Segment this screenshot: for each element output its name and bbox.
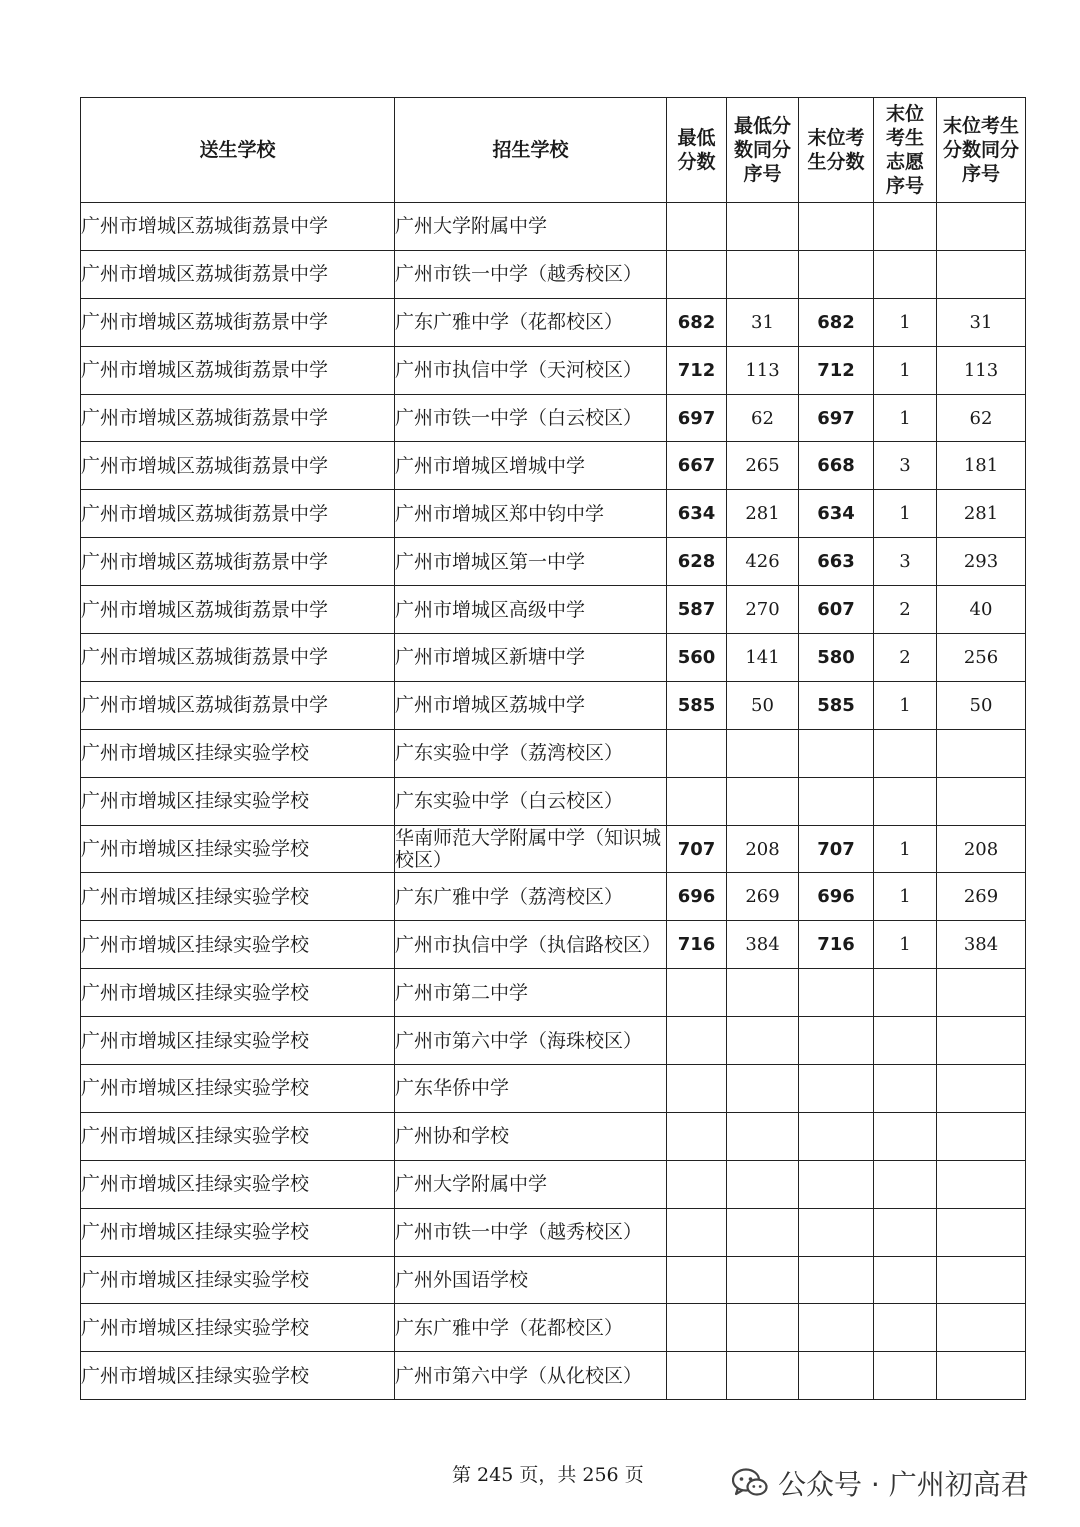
cell-sender-school: 广州市增城区挂绿实验学校 <box>81 1065 395 1113</box>
cell-sender-school: 广州市增城区挂绿实验学校 <box>81 1304 395 1352</box>
cell-min-score-rank <box>727 729 799 777</box>
table-row <box>81 586 1026 634</box>
cell-last-rank <box>937 1208 1026 1256</box>
table-row <box>81 777 1026 825</box>
cell-last-rank <box>937 1065 1026 1113</box>
table-row <box>81 825 1026 873</box>
cell-last-rank: 269 <box>937 873 1026 921</box>
table-row <box>81 873 1026 921</box>
cell-admitting-school: 广东广雅中学（荔湾校区） <box>395 873 667 921</box>
header-last-score: 末位考 生分数 <box>799 98 874 203</box>
header-min-score-rank: 最低分 数同分 序号 <box>727 98 799 203</box>
cell-min-score: 682 <box>667 298 727 346</box>
cell-min-score-rank: 426 <box>727 538 799 586</box>
cell-last-score <box>799 250 874 298</box>
header-last-rank: 末位考生 分数同分 序号 <box>937 98 1026 203</box>
cell-min-score-rank: 50 <box>727 681 799 729</box>
table-row <box>81 442 1026 490</box>
cell-sender-school: 广州市增城区荔城街荔景中学 <box>81 586 395 634</box>
header-last-choice: 末位 考生 志愿 序号 <box>874 98 937 203</box>
cell-admitting-school: 广州市铁一中学（白云校区） <box>395 394 667 442</box>
table-row <box>81 681 1026 729</box>
cell-last-score: 668 <box>799 442 874 490</box>
table-body <box>81 203 1026 1400</box>
cell-last-choice <box>874 1017 937 1065</box>
cell-min-score: 696 <box>667 873 727 921</box>
cell-min-score-rank <box>727 969 799 1017</box>
cell-min-score-rank <box>727 1256 799 1304</box>
cell-last-score <box>799 203 874 251</box>
cell-last-choice <box>874 969 937 1017</box>
cell-last-rank <box>937 729 1026 777</box>
cell-last-choice <box>874 1208 937 1256</box>
cell-last-score <box>799 1065 874 1113</box>
cell-last-choice <box>874 729 937 777</box>
cell-last-choice: 1 <box>874 298 937 346</box>
cell-sender-school: 广州市增城区挂绿实验学校 <box>81 729 395 777</box>
cell-last-rank: 50 <box>937 681 1026 729</box>
cell-last-choice: 1 <box>874 873 937 921</box>
cell-last-rank: 208 <box>937 825 1026 873</box>
cell-admitting-school: 广州市增城区荔城中学 <box>395 681 667 729</box>
cell-admitting-school: 广州市第二中学 <box>395 969 667 1017</box>
cell-sender-school: 广州市增城区挂绿实验学校 <box>81 969 395 1017</box>
cell-min-score <box>667 1017 727 1065</box>
cell-min-score: 560 <box>667 634 727 682</box>
cell-last-rank <box>937 203 1026 251</box>
cell-admitting-school: 华南师范大学附属中学（知识城校区） <box>395 825 667 873</box>
cell-last-score <box>799 1256 874 1304</box>
cell-admitting-school: 广州市铁一中学（越秀校区） <box>395 1208 667 1256</box>
table-row <box>81 346 1026 394</box>
table-row <box>81 634 1026 682</box>
cell-last-rank <box>937 1352 1026 1400</box>
cell-admitting-school: 广州市增城区郑中钧中学 <box>395 490 667 538</box>
cell-min-score-rank: 269 <box>727 873 799 921</box>
cell-sender-school: 广州市增城区挂绿实验学校 <box>81 825 395 873</box>
cell-min-score <box>667 777 727 825</box>
table-row <box>81 1208 1026 1256</box>
cell-admitting-school: 广州市增城区高级中学 <box>395 586 667 634</box>
cell-last-rank: 181 <box>937 442 1026 490</box>
table-row <box>81 1304 1026 1352</box>
table-row <box>81 1112 1026 1160</box>
cell-sender-school: 广州市增城区挂绿实验学校 <box>81 1160 395 1208</box>
cell-last-score: 580 <box>799 634 874 682</box>
cell-admitting-school: 广州市执信中学（执信路校区） <box>395 921 667 969</box>
table-row <box>81 921 1026 969</box>
cell-last-choice <box>874 250 937 298</box>
cell-last-rank: 62 <box>937 394 1026 442</box>
admission-table <box>80 97 1026 1400</box>
cell-last-choice <box>874 1352 937 1400</box>
cell-last-choice: 1 <box>874 921 937 969</box>
cell-last-choice: 2 <box>874 586 937 634</box>
cell-min-score: 634 <box>667 490 727 538</box>
cell-min-score: 712 <box>667 346 727 394</box>
cell-min-score <box>667 729 727 777</box>
cell-min-score-rank: 208 <box>727 825 799 873</box>
cell-sender-school: 广州市增城区荔城街荔景中学 <box>81 634 395 682</box>
cell-last-choice: 1 <box>874 681 937 729</box>
cell-last-score: 663 <box>799 538 874 586</box>
cell-last-rank: 40 <box>937 586 1026 634</box>
cell-sender-school: 广州市增城区荔城街荔景中学 <box>81 250 395 298</box>
cell-sender-school: 广州市增城区荔城街荔景中学 <box>81 346 395 394</box>
cell-last-rank: 281 <box>937 490 1026 538</box>
table-row <box>81 394 1026 442</box>
cell-min-score <box>667 250 727 298</box>
cell-min-score <box>667 1160 727 1208</box>
table-row <box>81 1065 1026 1113</box>
cell-sender-school: 广州市增城区荔城街荔景中学 <box>81 538 395 586</box>
cell-min-score-rank: 62 <box>727 394 799 442</box>
cell-last-score: 696 <box>799 873 874 921</box>
cell-last-score: 607 <box>799 586 874 634</box>
cell-admitting-school: 广东广雅中学（花都校区） <box>395 298 667 346</box>
cell-min-score: 585 <box>667 681 727 729</box>
cell-min-score-rank <box>727 1304 799 1352</box>
cell-admitting-school: 广州市第六中学（从化校区） <box>395 1352 667 1400</box>
table-row <box>81 1352 1026 1400</box>
cell-min-score-rank <box>727 1065 799 1113</box>
cell-last-score <box>799 777 874 825</box>
cell-min-score: 697 <box>667 394 727 442</box>
cell-min-score-rank <box>727 203 799 251</box>
cell-sender-school: 广州市增城区荔城街荔景中学 <box>81 681 395 729</box>
cell-min-score-rank <box>727 250 799 298</box>
cell-last-rank: 113 <box>937 346 1026 394</box>
cell-min-score-rank <box>727 1208 799 1256</box>
table-row <box>81 729 1026 777</box>
cell-last-score: 585 <box>799 681 874 729</box>
cell-min-score <box>667 203 727 251</box>
cell-sender-school: 广州市增城区荔城街荔景中学 <box>81 442 395 490</box>
page-number: 第 245 页，共 256 页 <box>452 1464 644 1486</box>
cell-admitting-school: 广州市增城区第一中学 <box>395 538 667 586</box>
cell-min-score-rank: 270 <box>727 586 799 634</box>
cell-min-score-rank: 141 <box>727 634 799 682</box>
cell-min-score <box>667 1112 727 1160</box>
cell-last-score <box>799 1160 874 1208</box>
cell-min-score-rank: 384 <box>727 921 799 969</box>
cell-sender-school: 广州市增城区挂绿实验学校 <box>81 777 395 825</box>
cell-last-choice <box>874 777 937 825</box>
cell-last-rank <box>937 777 1026 825</box>
cell-last-score <box>799 1352 874 1400</box>
cell-last-choice <box>874 1256 937 1304</box>
table-row <box>81 538 1026 586</box>
cell-last-rank <box>937 1160 1026 1208</box>
cell-last-score: 716 <box>799 921 874 969</box>
cell-min-score-rank: 281 <box>727 490 799 538</box>
cell-last-score: 634 <box>799 490 874 538</box>
cell-min-score: 628 <box>667 538 727 586</box>
cell-sender-school: 广州市增城区荔城街荔景中学 <box>81 394 395 442</box>
cell-last-rank <box>937 1304 1026 1352</box>
cell-last-score <box>799 1208 874 1256</box>
cell-last-choice <box>874 1112 937 1160</box>
header-min-score: 最低 分数 <box>667 98 727 203</box>
cell-min-score: 707 <box>667 825 727 873</box>
table-row <box>81 1017 1026 1065</box>
cell-last-rank <box>937 1017 1026 1065</box>
cell-admitting-school: 广东华侨中学 <box>395 1065 667 1113</box>
cell-last-rank: 293 <box>937 538 1026 586</box>
cell-sender-school: 广州市增城区挂绿实验学校 <box>81 1112 395 1160</box>
cell-last-choice <box>874 1160 937 1208</box>
watermark <box>732 1463 1029 1503</box>
table-row <box>81 1256 1026 1304</box>
table-row <box>81 490 1026 538</box>
cell-last-score <box>799 1017 874 1065</box>
cell-sender-school: 广州市增城区荔城街荔景中学 <box>81 203 395 251</box>
cell-min-score: 587 <box>667 586 727 634</box>
cell-last-choice: 3 <box>874 538 937 586</box>
table-row <box>81 250 1026 298</box>
cell-min-score <box>667 969 727 1017</box>
cell-last-score <box>799 969 874 1017</box>
cell-sender-school: 广州市增城区挂绿实验学校 <box>81 873 395 921</box>
table-row <box>81 298 1026 346</box>
cell-min-score-rank <box>727 1160 799 1208</box>
cell-last-score: 697 <box>799 394 874 442</box>
cell-min-score <box>667 1256 727 1304</box>
cell-admitting-school: 广州大学附属中学 <box>395 203 667 251</box>
table-row <box>81 969 1026 1017</box>
cell-last-choice: 3 <box>874 442 937 490</box>
cell-admitting-school: 广州市第六中学（海珠校区） <box>395 1017 667 1065</box>
cell-min-score <box>667 1352 727 1400</box>
cell-min-score-rank <box>727 1112 799 1160</box>
cell-last-score: 712 <box>799 346 874 394</box>
watermark-text: 公众号 · 广州初高君 <box>778 1468 1029 1501</box>
cell-last-choice <box>874 1065 937 1113</box>
header-sender-school: 送生学校 <box>81 98 395 203</box>
cell-last-score <box>799 729 874 777</box>
cell-sender-school: 广州市增城区挂绿实验学校 <box>81 1208 395 1256</box>
cell-last-rank: 31 <box>937 298 1026 346</box>
cell-last-choice: 1 <box>874 394 937 442</box>
cell-last-rank <box>937 1112 1026 1160</box>
cell-min-score <box>667 1208 727 1256</box>
cell-admitting-school: 广州外国语学校 <box>395 1256 667 1304</box>
cell-min-score-rank <box>727 1017 799 1065</box>
cell-admitting-school: 广东实验中学（白云校区） <box>395 777 667 825</box>
cell-sender-school: 广州市增城区挂绿实验学校 <box>81 1352 395 1400</box>
header-admitting-school: 招生学校 <box>395 98 667 203</box>
table-row <box>81 203 1026 251</box>
cell-last-choice: 1 <box>874 346 937 394</box>
cell-last-rank <box>937 1256 1026 1304</box>
cell-sender-school: 广州市增城区荔城街荔景中学 <box>81 298 395 346</box>
cell-admitting-school: 广州市执信中学（天河校区） <box>395 346 667 394</box>
cell-min-score: 667 <box>667 442 727 490</box>
cell-min-score: 716 <box>667 921 727 969</box>
cell-min-score <box>667 1065 727 1113</box>
cell-last-score: 682 <box>799 298 874 346</box>
cell-admitting-school: 广州市增城区增城中学 <box>395 442 667 490</box>
cell-last-rank: 256 <box>937 634 1026 682</box>
wechat-icon <box>732 1468 768 1498</box>
cell-min-score-rank: 31 <box>727 298 799 346</box>
cell-last-rank: 384 <box>937 921 1026 969</box>
cell-last-rank <box>937 969 1026 1017</box>
cell-min-score <box>667 1304 727 1352</box>
cell-last-rank <box>937 250 1026 298</box>
cell-sender-school: 广州市增城区挂绿实验学校 <box>81 1256 395 1304</box>
cell-last-score <box>799 1304 874 1352</box>
cell-last-score <box>799 1112 874 1160</box>
cell-admitting-school: 广东广雅中学（花都校区） <box>395 1304 667 1352</box>
cell-sender-school: 广州市增城区荔城街荔景中学 <box>81 490 395 538</box>
cell-last-choice <box>874 203 937 251</box>
cell-last-choice: 1 <box>874 490 937 538</box>
cell-admitting-school: 广州大学附属中学 <box>395 1160 667 1208</box>
cell-min-score-rank: 113 <box>727 346 799 394</box>
cell-last-choice <box>874 1304 937 1352</box>
cell-min-score-rank <box>727 777 799 825</box>
cell-admitting-school: 广州市增城区新塘中学 <box>395 634 667 682</box>
cell-last-choice: 2 <box>874 634 937 682</box>
cell-min-score-rank <box>727 1352 799 1400</box>
cell-admitting-school: 广东实验中学（荔湾校区） <box>395 729 667 777</box>
cell-min-score-rank: 265 <box>727 442 799 490</box>
header-row <box>81 98 1026 203</box>
cell-sender-school: 广州市增城区挂绿实验学校 <box>81 921 395 969</box>
table-row <box>81 1160 1026 1208</box>
cell-admitting-school: 广州协和学校 <box>395 1112 667 1160</box>
cell-last-choice: 1 <box>874 825 937 873</box>
cell-admitting-school: 广州市铁一中学（越秀校区） <box>395 250 667 298</box>
cell-sender-school: 广州市增城区挂绿实验学校 <box>81 1017 395 1065</box>
cell-last-score: 707 <box>799 825 874 873</box>
